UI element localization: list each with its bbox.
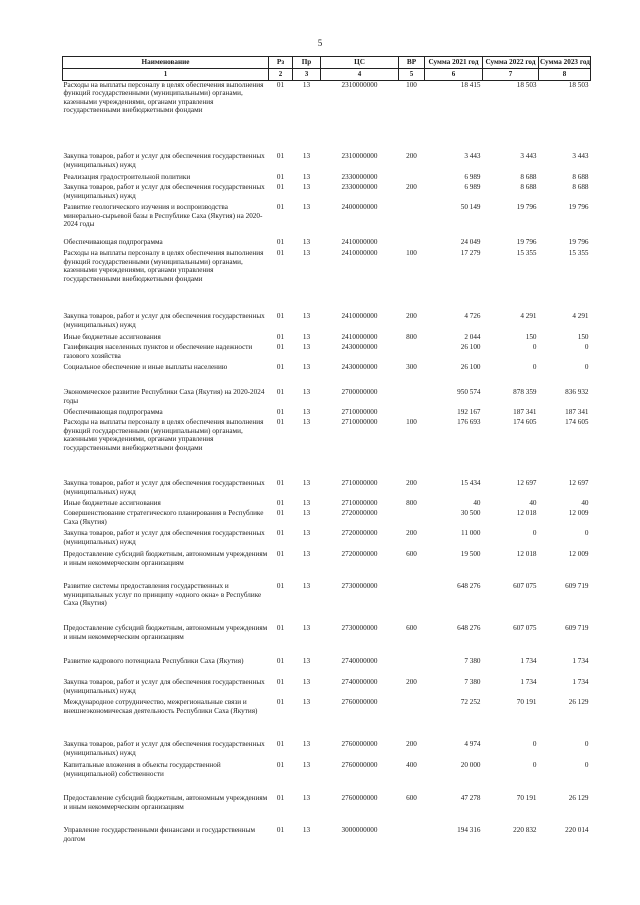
row-sum-2022: 1 734 xyxy=(520,678,537,687)
row-sum-2021: 176 693 xyxy=(457,418,481,427)
row-sum-2021: 7 380 xyxy=(464,678,481,687)
row-pr: 13 xyxy=(302,550,311,559)
row-pr: 13 xyxy=(302,363,311,372)
row-sum-2021: 20 000 xyxy=(460,761,481,770)
row-sum-2021: 648 276 xyxy=(457,624,481,633)
row-sum-2023: 836 932 xyxy=(565,388,589,397)
row-sum-2023: 4 291 xyxy=(572,312,589,321)
row-sum-2021: 72 252 xyxy=(460,698,481,707)
row-sum-2022: 1 734 xyxy=(520,657,537,666)
col-number: 2 xyxy=(269,69,293,81)
row-pr: 13 xyxy=(302,529,311,538)
row-sum-2022: 8 688 xyxy=(520,173,537,182)
table-row xyxy=(63,479,591,499)
col-number: 5 xyxy=(399,69,425,81)
row-name: Закупка товаров, работ и услуг для обеспечения государственных (муниципальных) нужд xyxy=(63,479,265,496)
row-rz: 01 xyxy=(276,509,285,518)
row-sum-2021: 11 000 xyxy=(461,529,481,538)
row-sum-2022: 8 688 xyxy=(520,183,537,192)
row-rz: 01 xyxy=(276,249,285,258)
row-vr xyxy=(399,698,425,740)
row-sum-2023: 609 719 xyxy=(565,582,589,591)
row-rz: 01 xyxy=(276,499,285,508)
row-pr: 13 xyxy=(302,582,311,591)
row-sum-2022: 0 xyxy=(532,740,537,749)
row-cs: 2400000000 xyxy=(341,203,378,212)
row-cs: 2710000000 xyxy=(341,418,378,427)
row-name: Иные бюджетные ассигнования xyxy=(63,499,161,508)
row-rz: 01 xyxy=(276,624,285,633)
row-name: Развитие геологического изучения и воспроизводства минерально-сырьевой базы в Республике Саха (Якутия) на 2020-2024 годы xyxy=(63,203,263,229)
table-row xyxy=(63,624,591,657)
row-sum-2021: 26 100 xyxy=(460,343,481,352)
table-row xyxy=(63,529,591,550)
row-cs: 2710000000 xyxy=(341,479,378,488)
row-cs: 2760000000 xyxy=(341,698,378,707)
row-sum-2022: 0 xyxy=(532,343,537,352)
row-name: Управление государственными финансами и государственным долгом xyxy=(63,826,255,843)
row-sum-2023: 18 503 xyxy=(568,80,589,89)
row-sum-2021: 950 574 xyxy=(457,388,481,397)
row-cs: 2740000000 xyxy=(341,657,378,666)
row-pr: 13 xyxy=(302,238,311,247)
row-sum-2023: 3 443 xyxy=(572,152,589,161)
row-sum-2022: 12 697 xyxy=(516,479,537,488)
row-cs: 2740000000 xyxy=(341,678,378,687)
table-row xyxy=(63,740,591,761)
row-vr xyxy=(399,173,425,183)
row-pr: 13 xyxy=(302,173,311,182)
table-row xyxy=(63,363,591,388)
row-sum-2021: 4 974 xyxy=(464,740,481,749)
row-pr: 13 xyxy=(302,657,311,666)
row-sum-2023: 8 688 xyxy=(572,183,589,192)
col-number: 1 xyxy=(63,69,269,81)
row-sum-2022: 3 443 xyxy=(520,152,537,161)
row-name: Закупка товаров, работ и услуг для обеспечения государственных (муниципальных) нужд xyxy=(63,678,265,695)
row-pr: 13 xyxy=(302,152,311,161)
row-cs: 2700000000 xyxy=(341,388,378,397)
row-sum-2023: 19 796 xyxy=(568,203,589,212)
row-vr: 300 xyxy=(406,363,417,372)
row-name: Закупка товаров, работ и услуг для обеспечения государственных (муниципальных) нужд xyxy=(63,183,265,200)
row-sum-2023: 8 688 xyxy=(572,173,589,182)
row-rz: 01 xyxy=(276,408,285,417)
row-sum-2023: 220 014 xyxy=(565,826,589,835)
header-rz: Рз xyxy=(269,57,293,69)
row-pr: 13 xyxy=(302,499,311,508)
row-sum-2021: 6 989 xyxy=(464,183,481,192)
row-pr: 13 xyxy=(302,826,311,835)
row-rz: 01 xyxy=(276,418,285,427)
row-sum-2022: 220 832 xyxy=(513,826,537,835)
row-rz: 01 xyxy=(276,343,285,352)
row-sum-2022: 878 359 xyxy=(513,388,537,397)
row-sum-2021: 2 044 xyxy=(464,333,481,342)
row-sum-2023: 1 734 xyxy=(572,657,589,666)
table-row xyxy=(63,509,591,529)
row-sum-2021: 50 149 xyxy=(460,203,481,212)
table-row xyxy=(63,173,591,183)
row-rz: 01 xyxy=(276,363,285,372)
row-pr: 13 xyxy=(302,249,311,258)
row-rz: 01 xyxy=(276,203,285,212)
table-row xyxy=(63,388,591,408)
table-row xyxy=(63,418,591,479)
row-sum-2022: 607 075 xyxy=(513,624,537,633)
row-rz: 01 xyxy=(276,152,285,161)
row-cs: 2410000000 xyxy=(341,249,378,258)
row-sum-2022: 4 291 xyxy=(520,312,537,321)
row-name: Закупка товаров, работ и услуг для обеспечения государственных (муниципальных) нужд xyxy=(63,529,265,546)
row-pr: 13 xyxy=(302,509,311,518)
header-name: Наименование xyxy=(63,57,269,69)
row-name: Экономическое развитие Республики Саха (Якутия) на 2020-2024 годы xyxy=(63,388,265,405)
row-name: Развитие кадрового потенциала Республики Саха (Якутия) xyxy=(63,657,244,666)
row-vr xyxy=(399,388,425,408)
row-cs: 2720000000 xyxy=(341,529,378,538)
header-sum-2021: Сумма 2021 год xyxy=(425,57,483,69)
row-vr: 200 xyxy=(406,479,417,488)
row-sum-2021: 40 xyxy=(473,499,481,508)
row-pr: 13 xyxy=(302,761,311,770)
row-sum-2021: 192 167 xyxy=(457,408,481,417)
table-row xyxy=(63,826,591,846)
row-sum-2022: 12 018 xyxy=(516,509,537,518)
row-cs: 2760000000 xyxy=(341,794,378,803)
row-sum-2021: 7 380 xyxy=(464,657,481,666)
col-number: 3 xyxy=(293,69,321,81)
row-rz: 01 xyxy=(276,80,285,89)
row-sum-2023: 26 129 xyxy=(568,794,589,803)
row-pr: 13 xyxy=(302,418,311,427)
row-sum-2023: 12 009 xyxy=(568,509,589,518)
row-sum-2021: 19 500 xyxy=(460,550,481,559)
table-row xyxy=(63,582,591,624)
row-sum-2023: 26 129 xyxy=(568,698,589,707)
table-row xyxy=(63,499,591,509)
row-pr: 13 xyxy=(302,80,311,89)
table-row xyxy=(63,761,591,794)
row-vr: 200 xyxy=(406,678,417,687)
row-sum-2022: 12 018 xyxy=(516,550,537,559)
col-number: 6 xyxy=(425,69,483,81)
row-sum-2021: 194 316 xyxy=(457,826,481,835)
row-cs: 2410000000 xyxy=(341,238,378,247)
col-number: 4 xyxy=(321,69,399,81)
table-row xyxy=(63,408,591,418)
row-vr xyxy=(399,408,425,418)
row-name: Расходы на выплаты персоналу в целях обеспечения выполнения функций государственными (муниципальными) органами, казенными учреждениями, органами управления государственными внебюджетными фондами xyxy=(63,80,264,115)
row-sum-2023: 0 xyxy=(584,363,589,372)
row-cs: 2330000000 xyxy=(341,173,378,182)
row-sum-2023: 0 xyxy=(584,740,589,749)
table-row xyxy=(63,794,591,826)
row-cs: 2730000000 xyxy=(341,582,378,591)
row-sum-2023: 1 734 xyxy=(572,678,589,687)
table-row xyxy=(63,183,591,203)
row-sum-2021: 6 989 xyxy=(464,173,481,182)
row-rz: 01 xyxy=(276,698,285,707)
row-name: Предоставление субсидий бюджетным, автономным учреждениям и иным некоммерческим организациям xyxy=(63,550,268,567)
row-sum-2023: 0 xyxy=(584,343,589,352)
row-vr: 200 xyxy=(406,152,417,161)
row-cs: 2430000000 xyxy=(341,343,378,352)
row-sum-2021: 3 443 xyxy=(464,152,481,161)
header-pr: Пр xyxy=(293,57,321,69)
row-cs: 2430000000 xyxy=(341,363,378,372)
row-sum-2022: 70 191 xyxy=(516,698,537,707)
row-sum-2021: 26 100 xyxy=(460,363,481,372)
row-rz: 01 xyxy=(276,238,285,247)
header-sum-2023: Сумма 2023 год xyxy=(539,57,591,69)
column-number-row xyxy=(63,69,591,81)
row-rz: 01 xyxy=(276,550,285,559)
page-number: 5 xyxy=(317,38,323,48)
row-vr: 800 xyxy=(406,499,417,508)
row-name: Развитие системы предоставления государственных и муниципальных услуг по принципу «одного окна» в Республике Саха (Якутия) xyxy=(63,582,262,608)
row-sum-2023: 609 719 xyxy=(565,624,589,633)
row-sum-2023: 12 009 xyxy=(568,550,589,559)
row-vr: 200 xyxy=(406,740,417,749)
row-sum-2023: 0 xyxy=(584,761,589,770)
row-rz: 01 xyxy=(276,312,285,321)
row-name: Предоставление субсидий бюджетным, автономным учреждениям и иным некоммерческим организациям xyxy=(63,794,268,811)
row-vr: 200 xyxy=(406,529,417,538)
row-name: Предоставление субсидий бюджетным, автономным учреждениям и иным некоммерческим организациям xyxy=(63,624,268,641)
row-sum-2022: 0 xyxy=(532,529,537,538)
row-sum-2021: 17 279 xyxy=(460,249,481,258)
header-row xyxy=(63,57,591,69)
row-vr: 200 xyxy=(406,312,417,321)
row-rz: 01 xyxy=(276,333,285,342)
table-row xyxy=(63,343,591,363)
row-sum-2022: 19 796 xyxy=(516,203,537,212)
row-sum-2022: 0 xyxy=(532,761,537,770)
row-vr xyxy=(399,238,425,249)
row-name: Расходы на выплаты персоналу в целях обеспечения выполнения функций государственными (муниципальными) органами, казенными учреждениями, органами управления государственными внебюджетными фондами xyxy=(63,249,264,283)
row-sum-2022: 70 191 xyxy=(516,794,537,803)
row-vr: 400 xyxy=(406,761,417,770)
row-pr: 13 xyxy=(302,312,311,321)
row-sum-2023: 12 697 xyxy=(568,479,589,488)
row-cs: 2710000000 xyxy=(341,499,378,508)
row-name: Совершенствование стратегического планирования в Республике Саха (Якутия) xyxy=(63,509,264,526)
table-row xyxy=(63,238,591,249)
row-pr: 13 xyxy=(302,333,311,342)
row-vr xyxy=(399,826,425,846)
row-vr xyxy=(399,509,425,529)
table-row xyxy=(63,698,591,740)
row-sum-2022: 174 605 xyxy=(513,418,537,427)
budget-table xyxy=(62,56,591,846)
row-rz: 01 xyxy=(276,529,285,538)
row-sum-2022: 187 341 xyxy=(513,408,537,417)
row-rz: 01 xyxy=(276,183,285,192)
row-sum-2021: 18 415 xyxy=(460,80,481,89)
row-vr: 600 xyxy=(406,794,417,803)
row-sum-2022: 19 796 xyxy=(516,238,537,247)
row-rz: 01 xyxy=(276,657,285,666)
row-vr: 100 xyxy=(406,249,417,258)
row-cs: 2760000000 xyxy=(341,740,378,749)
row-sum-2023: 174 605 xyxy=(565,418,589,427)
row-sum-2022: 150 xyxy=(525,333,537,342)
row-vr xyxy=(399,343,425,363)
row-sum-2021: 648 276 xyxy=(457,582,481,591)
table-row xyxy=(63,203,591,238)
row-pr: 13 xyxy=(302,203,311,212)
row-sum-2023: 187 341 xyxy=(565,408,589,417)
row-name: Закупка товаров, работ и услуг для обеспечения государственных (муниципальных) нужд xyxy=(63,740,265,757)
table-row xyxy=(63,249,591,312)
row-rz: 01 xyxy=(276,582,285,591)
row-cs: 2730000000 xyxy=(341,624,378,633)
row-vr: 800 xyxy=(406,333,417,342)
row-name: Международное сотрудничество, межрегиональные связи и внешнеэкономическая деятельность Республики Саха (Якутия) xyxy=(63,698,258,715)
row-name: Обеспечивающая подпрограмма xyxy=(63,408,163,417)
row-pr: 13 xyxy=(302,479,311,488)
table-row xyxy=(63,333,591,343)
row-rz: 01 xyxy=(276,826,285,835)
row-cs: 3000000000 xyxy=(341,826,378,835)
row-cs: 2310000000 xyxy=(341,80,378,89)
row-sum-2021: 30 500 xyxy=(460,509,481,518)
row-pr: 13 xyxy=(302,388,311,397)
row-vr: 200 xyxy=(406,183,417,192)
col-number: 8 xyxy=(539,69,591,81)
row-rz: 01 xyxy=(276,173,285,182)
table-row xyxy=(63,312,591,333)
table-row xyxy=(63,678,591,698)
row-sum-2023: 40 xyxy=(581,499,589,508)
row-pr: 13 xyxy=(302,624,311,633)
table-row xyxy=(63,80,591,152)
row-pr: 13 xyxy=(302,183,311,192)
row-name: Расходы на выплаты персоналу в целях обеспечения выполнения функций государственными (муниципальными) органами, казенными учреждениями, органами управления государственными внебюджетными фондами xyxy=(63,418,264,452)
row-pr: 13 xyxy=(302,678,311,687)
row-sum-2021: 4 726 xyxy=(464,312,481,321)
row-pr: 13 xyxy=(302,740,311,749)
row-cs: 2410000000 xyxy=(341,312,378,321)
row-cs: 2410000000 xyxy=(341,333,378,342)
row-cs: 2720000000 xyxy=(341,550,378,559)
row-rz: 01 xyxy=(276,678,285,687)
row-name: Обеспечивающая подпрограмма xyxy=(63,238,163,247)
row-sum-2023: 150 xyxy=(577,333,589,342)
row-cs: 2710000000 xyxy=(341,408,378,417)
row-sum-2023: 15 355 xyxy=(568,249,589,258)
row-pr: 13 xyxy=(302,343,311,352)
row-vr: 600 xyxy=(406,550,417,559)
row-cs: 2720000000 xyxy=(341,509,378,518)
row-cs: 2330000000 xyxy=(341,183,378,192)
header-sum-2022: Сумма 2022 год xyxy=(483,57,539,69)
row-sum-2023: 0 xyxy=(584,529,589,538)
row-rz: 01 xyxy=(276,740,285,749)
row-cs: 2310000000 xyxy=(341,152,378,161)
row-name: Закупка товаров, работ и услуг для обеспечения государственных (муниципальных) нужд xyxy=(63,312,265,329)
row-name: Капитальные вложения в объекты государственной (муниципальной) собственности xyxy=(63,761,221,778)
table-body xyxy=(63,80,591,846)
row-vr: 100 xyxy=(406,418,417,427)
row-name: Реализация градостроительной политики xyxy=(63,173,191,182)
row-pr: 13 xyxy=(302,698,311,707)
row-sum-2022: 40 xyxy=(529,499,537,508)
row-sum-2021: 47 278 xyxy=(460,794,481,803)
row-vr: 100 xyxy=(406,80,417,89)
row-vr xyxy=(399,582,425,624)
header-cs: ЦС xyxy=(321,57,399,69)
table-row xyxy=(63,657,591,678)
row-name: Социальное обеспечение и иные выплаты населению xyxy=(63,363,228,372)
row-vr xyxy=(399,657,425,678)
row-sum-2022: 607 075 xyxy=(513,582,537,591)
row-rz: 01 xyxy=(276,794,285,803)
row-sum-2022: 15 355 xyxy=(516,249,537,258)
row-pr: 13 xyxy=(302,794,311,803)
row-name: Иные бюджетные ассигнования xyxy=(63,333,161,342)
row-sum-2021: 24 049 xyxy=(460,238,481,247)
row-rz: 01 xyxy=(276,479,285,488)
row-name: Газификация населенных пунктов и обеспечение надежности газового хозяйства xyxy=(63,343,253,360)
row-sum-2022: 18 503 xyxy=(516,80,537,89)
col-number: 7 xyxy=(483,69,539,81)
row-rz: 01 xyxy=(276,388,285,397)
row-cs: 2760000000 xyxy=(341,761,378,770)
row-sum-2022: 0 xyxy=(532,363,537,372)
row-pr: 13 xyxy=(302,408,311,417)
row-rz: 01 xyxy=(276,761,285,770)
table-row xyxy=(63,152,591,173)
header-vr: ВР xyxy=(399,57,425,69)
row-sum-2023: 19 796 xyxy=(568,238,589,247)
row-name: Закупка товаров, работ и услуг для обеспечения государственных (муниципальных) нужд xyxy=(63,152,265,169)
row-vr xyxy=(399,203,425,238)
row-sum-2021: 15 434 xyxy=(460,479,481,488)
table-row xyxy=(63,550,591,582)
row-vr: 600 xyxy=(406,624,417,633)
